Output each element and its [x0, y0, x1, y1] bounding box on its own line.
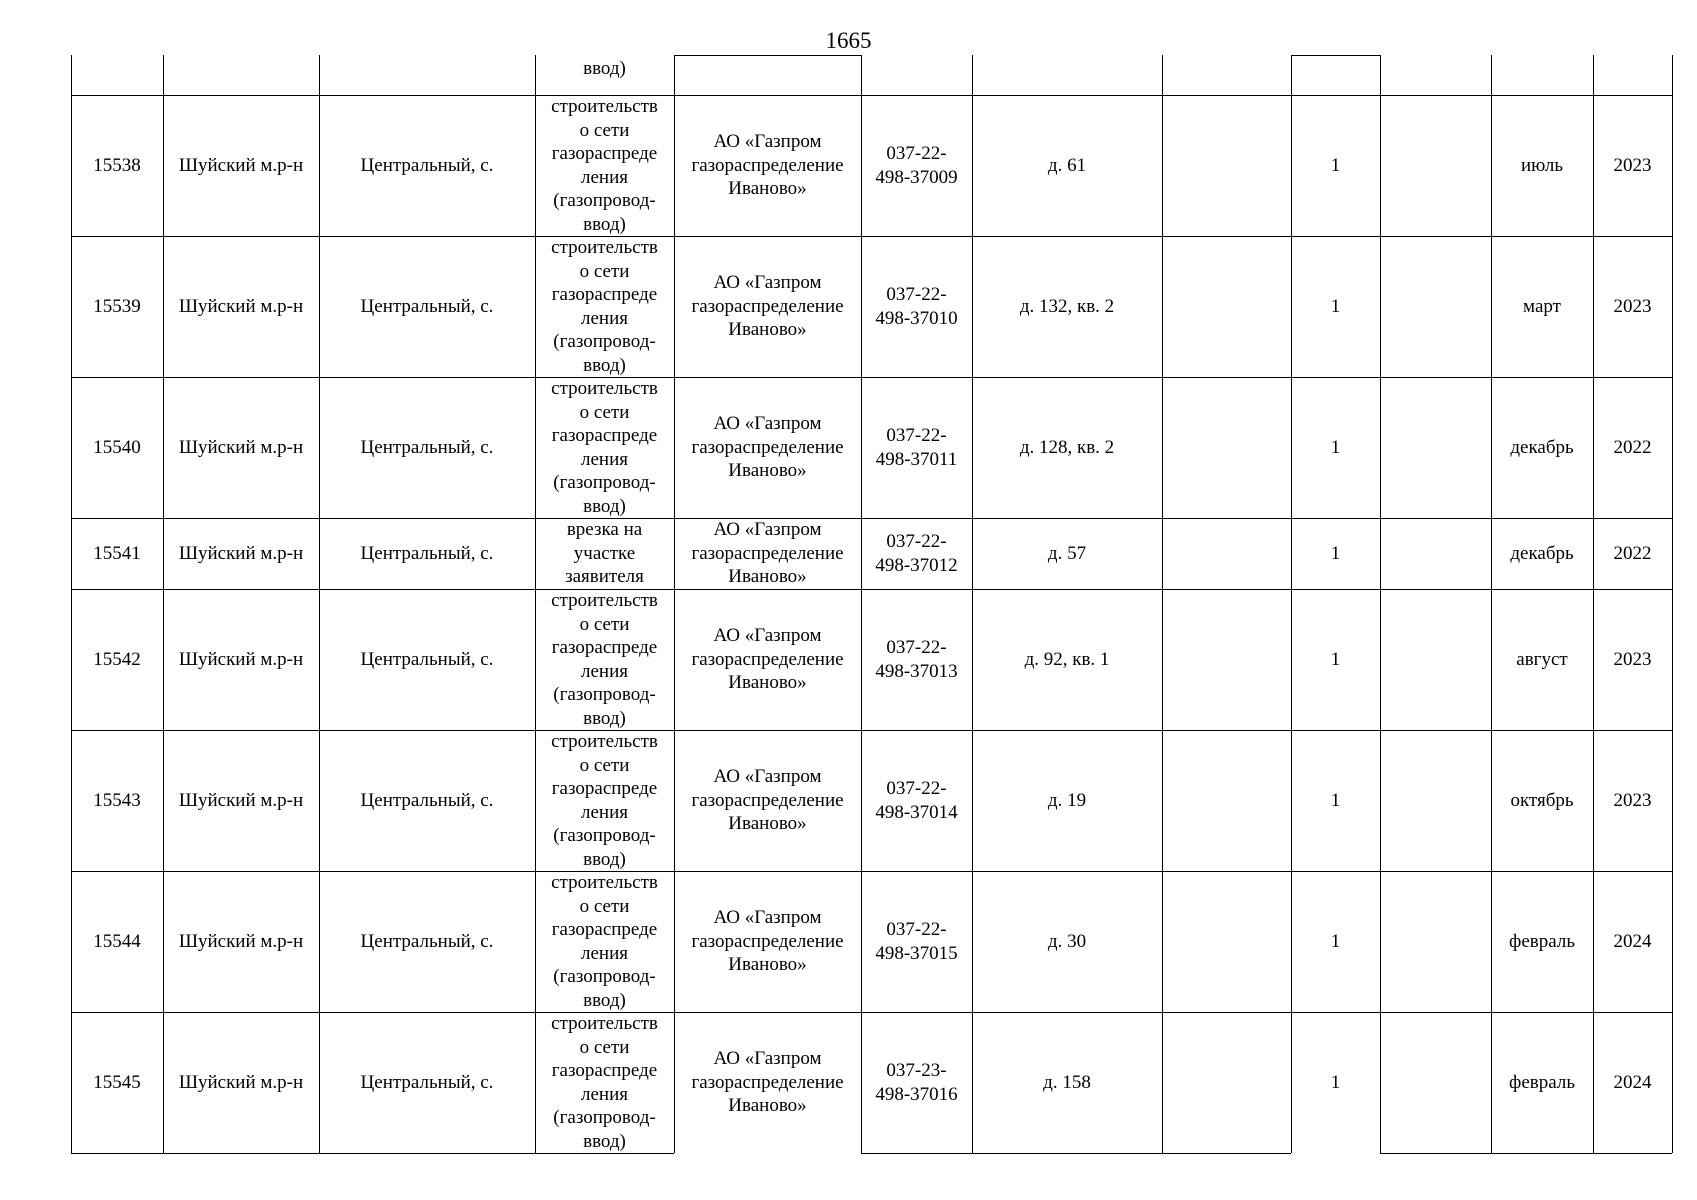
count-cell — [1291, 1012, 1380, 1153]
cell-line: о сети — [579, 401, 630, 423]
settlement-cell — [319, 95, 535, 236]
cell-line: 498-37014 — [875, 801, 958, 823]
cell-text: август — [1516, 648, 1568, 670]
cell-line: строительств — [551, 590, 658, 611]
cell-text: Шуйский м.р-н — [178, 930, 304, 952]
cell-line: 037-22- — [886, 531, 947, 552]
cell-line: о сети — [579, 613, 630, 635]
year-cell — [1593, 589, 1672, 730]
organization-cell — [674, 518, 861, 589]
cell-text: 15544 — [93, 930, 141, 952]
cell-line: ления — [580, 942, 628, 964]
month-cell — [1491, 95, 1593, 236]
cell-line: (газопровод- — [553, 190, 656, 211]
cell-line: заявителя — [565, 566, 644, 588]
cell-text: Центральный, с. — [360, 930, 494, 952]
year-cell — [1593, 730, 1672, 871]
cell-line: Иваново» — [728, 178, 807, 200]
cell-text: 1 — [1330, 930, 1341, 952]
cell-text: д. 19 — [1047, 789, 1087, 811]
top-continuation-text: ввод) — [583, 58, 626, 80]
cell-line: ввод) — [583, 989, 626, 1011]
cell-text: 2024 — [1613, 930, 1652, 952]
cell-line: газораспределение — [691, 930, 844, 952]
year-cell — [1593, 1012, 1672, 1153]
cell-text: Центральный, с. — [360, 789, 494, 811]
month-cell — [1491, 236, 1593, 377]
cell-line: 037-23- — [886, 1060, 947, 1081]
organization-cell — [674, 377, 861, 518]
organization-cell — [674, 236, 861, 377]
cell-line: 498-37016 — [875, 1083, 958, 1105]
cell-line: ления — [580, 801, 628, 823]
cell-text: Шуйский м.р-н — [178, 1071, 304, 1093]
district-cell — [163, 518, 319, 589]
cell-text: д. 92, кв. 1 — [1024, 648, 1110, 670]
district-cell — [163, 730, 319, 871]
work-type-cell — [535, 377, 674, 518]
column-border — [1380, 55, 1381, 1153]
cell-line: ления — [580, 166, 628, 188]
cell-line: Иваново» — [728, 460, 807, 482]
cell-line: Иваново» — [728, 954, 807, 976]
cell-line: (газопровод- — [553, 472, 656, 493]
district-cell — [163, 377, 319, 518]
cell-text: Шуйский м.р-н — [178, 789, 304, 811]
cell-text: Центральный, с. — [360, 154, 494, 176]
cell-text: декабрь — [1510, 542, 1574, 564]
application-code-cell — [861, 589, 972, 730]
cell-text: Центральный, с. — [360, 295, 494, 317]
cell-line: (газопровод- — [553, 825, 656, 846]
cell-line: (газопровод- — [553, 684, 656, 705]
cell-line: строительств — [551, 872, 658, 893]
address-cell — [972, 518, 1162, 589]
settlement-cell — [319, 236, 535, 377]
cell-line: газораспределение — [691, 789, 844, 811]
cell-line: ввод) — [583, 495, 626, 517]
cell-line: АО «Газпром — [713, 907, 822, 929]
cell-line: Иваново» — [728, 566, 807, 588]
cell-line: ления — [580, 307, 628, 329]
column-border — [1672, 55, 1673, 1153]
district-cell — [163, 589, 319, 730]
month-cell — [1491, 589, 1593, 730]
cell-line: 037-22- — [886, 778, 947, 799]
cell-line: газораспреде — [551, 425, 658, 446]
cell-line: газораспределение — [691, 436, 844, 458]
row-number-cell — [71, 871, 163, 1012]
organization-cell — [674, 1012, 861, 1153]
address-cell — [972, 377, 1162, 518]
cell-line: газораспреде — [551, 1060, 658, 1081]
work-type-cell — [535, 95, 674, 236]
cell-line: ления — [580, 660, 628, 682]
cell-text: 1 — [1330, 542, 1341, 564]
district-cell — [163, 871, 319, 1012]
cell-text: 2023 — [1613, 648, 1652, 670]
cell-text: 15538 — [93, 154, 141, 176]
settlement-cell — [319, 377, 535, 518]
year-cell — [1593, 95, 1672, 236]
cell-line: (газопровод- — [553, 1107, 656, 1128]
cell-line: 037-22- — [886, 284, 947, 305]
cell-line: АО «Газпром — [713, 272, 822, 294]
cell-line: газораспределение — [691, 1071, 844, 1093]
cell-line: газораспреде — [551, 143, 658, 164]
address-cell — [972, 871, 1162, 1012]
month-cell — [1491, 377, 1593, 518]
district-cell — [163, 236, 319, 377]
cell-line: ления — [580, 448, 628, 470]
cell-line: 498-37011 — [875, 448, 958, 470]
cell-text: 15540 — [93, 436, 141, 458]
cell-line: (газопровод- — [553, 331, 656, 352]
cell-line: газораспределение — [691, 154, 844, 176]
row-border — [1380, 1153, 1672, 1154]
year-cell — [1593, 377, 1672, 518]
cell-line: ввод) — [583, 354, 626, 376]
organization-cell — [674, 589, 861, 730]
cell-text: март — [1523, 295, 1561, 317]
cell-text: Шуйский м.р-н — [178, 295, 304, 317]
cell-text: 1 — [1330, 295, 1341, 317]
cell-text: 1 — [1330, 789, 1341, 811]
cell-text: 1 — [1330, 436, 1341, 458]
cell-text: д. 128, кв. 2 — [1019, 436, 1115, 458]
cell-text: Шуйский м.р-н — [178, 648, 304, 670]
cell-line: 037-22- — [886, 637, 947, 658]
cell-line: ввод) — [583, 1130, 626, 1152]
cell-text: д. 132, кв. 2 — [1019, 295, 1115, 317]
cell-text: октябрь — [1510, 789, 1574, 811]
count-cell — [1291, 236, 1380, 377]
page-number: 1665 — [825, 28, 872, 53]
cell-line: строительств — [551, 96, 658, 117]
cell-text: 2023 — [1613, 789, 1652, 811]
count-cell — [1291, 518, 1380, 589]
row-number-cell — [71, 518, 163, 589]
cell-text: 15539 — [93, 295, 141, 317]
cell-text: февраль — [1509, 1071, 1575, 1093]
cell-line: 498-37012 — [875, 554, 958, 576]
cell-text: февраль — [1509, 930, 1575, 952]
year-cell — [1593, 236, 1672, 377]
address-cell — [972, 236, 1162, 377]
cell-line: АО «Газпром — [713, 625, 822, 647]
cell-text: 2023 — [1613, 295, 1652, 317]
row-border — [861, 1153, 1291, 1154]
cell-text: 15543 — [93, 789, 141, 811]
cell-line: (газопровод- — [553, 966, 656, 987]
cell-line: 037-22- — [886, 425, 947, 446]
cell-text: д. 158 — [1043, 1071, 1091, 1093]
count-cell — [1291, 730, 1380, 871]
cell-text: 2024 — [1613, 1071, 1652, 1093]
address-cell — [972, 1012, 1162, 1153]
cell-text: 1 — [1330, 648, 1341, 670]
cell-line: 498-37010 — [875, 307, 958, 329]
cell-line: строительств — [551, 237, 658, 258]
address-cell — [972, 95, 1162, 236]
row-number-cell — [71, 377, 163, 518]
application-code-cell — [861, 730, 972, 871]
row-number-cell — [71, 236, 163, 377]
cell-text: Шуйский м.р-н — [178, 154, 304, 176]
cell-line: о сети — [579, 754, 630, 776]
cell-text: д. 57 — [1047, 542, 1087, 564]
count-cell — [1291, 377, 1380, 518]
cell-line: газораспреде — [551, 284, 658, 305]
settlement-cell — [319, 871, 535, 1012]
organization-cell — [674, 730, 861, 871]
month-cell — [1491, 730, 1593, 871]
district-cell — [163, 95, 319, 236]
settlement-cell — [319, 589, 535, 730]
work-type-cell — [535, 1012, 674, 1153]
cell-line: ввод) — [583, 707, 626, 729]
cell-text: 1 — [1330, 154, 1341, 176]
cell-line: 037-22- — [886, 143, 947, 164]
count-cell — [1291, 589, 1380, 730]
column-border — [1162, 55, 1163, 1153]
cell-line: 037-22- — [886, 919, 947, 940]
settlement-cell — [319, 518, 535, 589]
row-border — [674, 55, 861, 56]
application-code-cell — [861, 518, 972, 589]
cell-text: Шуйский м.р-н — [178, 436, 304, 458]
cell-line: газораспределение — [691, 295, 844, 317]
work-type-cell — [535, 589, 674, 730]
cell-line: строительств — [551, 378, 658, 399]
work-type-cell — [535, 871, 674, 1012]
cell-line: Иваново» — [728, 319, 807, 341]
cell-text: д. 61 — [1047, 154, 1087, 176]
cell-text: 2023 — [1613, 154, 1652, 176]
row-border — [1291, 55, 1380, 56]
cell-line: 498-37009 — [875, 166, 958, 188]
cell-text: июль — [1520, 154, 1564, 176]
row-number-cell — [71, 1012, 163, 1153]
cell-text: Центральный, с. — [360, 436, 494, 458]
application-code-cell — [861, 871, 972, 1012]
count-cell — [1291, 871, 1380, 1012]
cell-line: газораспреде — [551, 919, 658, 940]
cell-text: 1 — [1330, 1071, 1341, 1093]
month-cell — [1491, 871, 1593, 1012]
cell-line: строительств — [551, 1013, 658, 1034]
cell-line: Иваново» — [728, 672, 807, 694]
work-type-cell — [535, 518, 674, 589]
cell-line: АО «Газпром — [713, 1048, 822, 1070]
cell-text: 15545 — [93, 1071, 141, 1093]
district-cell — [163, 1012, 319, 1153]
settlement-cell — [319, 1012, 535, 1153]
cell-line: Иваново» — [728, 1095, 807, 1117]
cell-line: АО «Газпром — [713, 519, 822, 541]
address-cell — [972, 730, 1162, 871]
cell-text: Шуйский м.р-н — [178, 542, 304, 564]
cell-text: Центральный, с. — [360, 648, 494, 670]
cell-line: о сети — [579, 895, 630, 917]
cell-line: АО «Газпром — [713, 413, 822, 435]
row-number-cell — [71, 730, 163, 871]
cell-line: врезка на — [566, 519, 643, 541]
application-code-cell — [861, 236, 972, 377]
cell-line: ления — [580, 1083, 628, 1105]
cell-text: Центральный, с. — [360, 1071, 494, 1093]
cell-line: строительств — [551, 731, 658, 752]
cell-text: Центральный, с. — [360, 542, 494, 564]
row-number-cell — [71, 95, 163, 236]
month-cell — [1491, 1012, 1593, 1153]
cell-line: участке — [573, 542, 636, 564]
cell-text: д. 30 — [1047, 930, 1087, 952]
cell-text: 15542 — [93, 648, 141, 670]
cell-line: газораспреде — [551, 778, 658, 799]
cell-text: 2022 — [1613, 436, 1652, 458]
cell-line: о сети — [579, 119, 630, 141]
count-cell — [1291, 95, 1380, 236]
cell-line: 498-37013 — [875, 660, 958, 682]
cell-line: 498-37015 — [875, 942, 958, 964]
cell-line: Иваново» — [728, 813, 807, 835]
address-cell — [972, 589, 1162, 730]
application-code-cell — [861, 1012, 972, 1153]
month-cell — [1491, 518, 1593, 589]
cell-text: декабрь — [1510, 436, 1574, 458]
cell-line: ввод) — [583, 213, 626, 235]
organization-cell — [674, 95, 861, 236]
cell-line: о сети — [579, 260, 630, 282]
cell-text: 2022 — [1613, 542, 1652, 564]
cell-line: газораспределение — [691, 648, 844, 670]
application-code-cell — [861, 95, 972, 236]
settlement-cell — [319, 730, 535, 871]
cell-line: газораспределение — [691, 542, 844, 564]
year-cell — [1593, 518, 1672, 589]
work-type-cell — [535, 730, 674, 871]
cell-text: 15541 — [93, 542, 141, 564]
year-cell — [1593, 871, 1672, 1012]
row-number-cell — [71, 589, 163, 730]
cell-line: ввод) — [583, 848, 626, 870]
cell-line: АО «Газпром — [713, 131, 822, 153]
organization-cell — [674, 871, 861, 1012]
cell-line: АО «Газпром — [713, 766, 822, 788]
row-border — [71, 1153, 674, 1154]
application-code-cell — [861, 377, 972, 518]
cell-line: о сети — [579, 1036, 630, 1058]
work-type-cell — [535, 236, 674, 377]
cell-line: газораспреде — [551, 637, 658, 658]
